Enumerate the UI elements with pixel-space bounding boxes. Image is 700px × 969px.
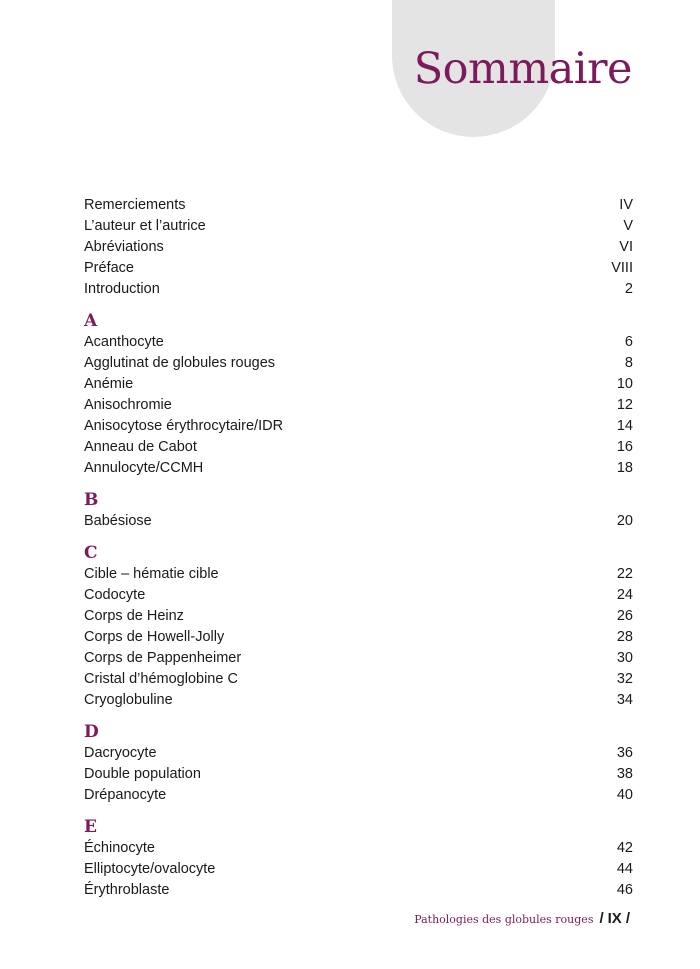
toc-entry[interactable] — [84, 880, 633, 901]
toc-entry-title: Anisochromie — [84, 397, 172, 413]
toc-section-letter: C — [84, 543, 98, 563]
toc-entry[interactable] — [84, 458, 633, 479]
toc-section-c — [84, 543, 633, 711]
toc-entry-title: Cristal d’hémoglobine C — [84, 671, 238, 687]
table-of-contents — [84, 195, 633, 912]
toc-entry-page: 38 — [616, 766, 633, 782]
toc-entry-title: Anémie — [84, 376, 134, 392]
toc-entry-title: Corps de Heinz — [84, 608, 184, 624]
toc-entry[interactable] — [84, 353, 633, 374]
toc-section-letter: D — [84, 722, 99, 742]
toc-entry-page: 30 — [616, 650, 633, 666]
toc-entry-page: 26 — [616, 608, 633, 624]
toc-entry-title: Annulocyte/CCMH — [84, 460, 204, 476]
toc-entry-title: Introduction — [84, 281, 160, 297]
toc-entry-page: 44 — [616, 861, 633, 877]
toc-entry[interactable] — [84, 764, 633, 785]
toc-entry-page: 2 — [624, 281, 633, 297]
footer-book-title: Pathologies des globules rouges — [414, 913, 594, 926]
toc-entry-title: Remerciements — [84, 197, 186, 213]
toc-entry[interactable] — [84, 859, 633, 880]
toc-entry-page: 40 — [616, 787, 633, 803]
toc-entry[interactable] — [84, 785, 633, 806]
toc-entry-title: Agglutinat de globules rouges — [84, 355, 276, 371]
toc-entry[interactable] — [84, 743, 633, 764]
toc-entry[interactable] — [84, 195, 633, 216]
toc-entry-title: Dacryocyte — [84, 745, 157, 761]
toc-section-e — [84, 817, 633, 901]
toc-entry[interactable] — [84, 258, 633, 279]
toc-entry-title: Elliptocyte/ovalocyte — [84, 861, 216, 877]
toc-entry-page: 20 — [616, 513, 633, 529]
page-footer — [414, 910, 630, 927]
toc-entry[interactable] — [84, 237, 633, 258]
toc-entry[interactable] — [84, 395, 633, 416]
toc-entry-page: IV — [619, 197, 633, 213]
footer-slash-left: / — [599, 910, 604, 927]
toc-entry-page: 46 — [616, 882, 633, 898]
toc-entry-page: 36 — [616, 745, 633, 761]
toc-entry-page: VIII — [611, 260, 633, 276]
toc-intro-section — [84, 195, 633, 300]
toc-entry-title: Babésiose — [84, 513, 152, 529]
toc-entry-page: 42 — [616, 840, 633, 856]
toc-section-a — [84, 311, 633, 479]
toc-entry-page: 16 — [616, 439, 633, 455]
toc-entry[interactable] — [84, 669, 633, 690]
toc-section-b — [84, 490, 633, 532]
toc-entry-page: 10 — [616, 376, 633, 392]
toc-entry-title: Préface — [84, 260, 134, 276]
toc-entry-page: 18 — [616, 460, 633, 476]
toc-entry-title: Cryoglobuline — [84, 692, 173, 708]
toc-entry-title: Anneau de Cabot — [84, 439, 197, 455]
toc-entry-page: 14 — [616, 418, 633, 434]
footer-slash-right: / — [625, 910, 630, 927]
toc-entry-title: Érythroblaste — [84, 882, 170, 898]
toc-entry-title: Échinocyte — [84, 840, 155, 856]
toc-section-letter: B — [84, 490, 99, 510]
toc-entry[interactable] — [84, 648, 633, 669]
toc-entry[interactable] — [84, 690, 633, 711]
toc-entry[interactable] — [84, 838, 633, 859]
toc-entry-page: VI — [619, 239, 633, 255]
toc-entry-title: Drépanocyte — [84, 787, 167, 803]
toc-entry-page: 24 — [616, 587, 633, 603]
toc-entry[interactable] — [84, 374, 633, 395]
toc-entry-page: 32 — [616, 671, 633, 687]
toc-entry-page: 8 — [624, 355, 633, 371]
toc-entry[interactable] — [84, 437, 633, 458]
toc-section-letter: E — [84, 817, 97, 837]
toc-entry-title: Corps de Pappenheimer — [84, 650, 242, 666]
toc-entry[interactable] — [84, 416, 633, 437]
footer-page-number: IX — [607, 910, 622, 927]
toc-entry-title: Corps de Howell-Jolly — [84, 629, 225, 645]
toc-entry[interactable] — [84, 564, 633, 585]
toc-entry-page: 12 — [616, 397, 633, 413]
toc-section-d — [84, 722, 633, 806]
toc-entry[interactable] — [84, 585, 633, 606]
toc-entry-page: 28 — [616, 629, 633, 645]
toc-entry-title: L’auteur et l’autrice — [84, 218, 206, 234]
toc-entry-page: V — [623, 218, 633, 234]
toc-entry-title: Cible – hématie cible — [84, 566, 219, 582]
toc-entry-title: Codocyte — [84, 587, 146, 603]
toc-section-letter: A — [84, 311, 98, 331]
toc-entry-title: Double population — [84, 766, 201, 782]
toc-entry-title: Abréviations — [84, 239, 164, 255]
toc-entry[interactable] — [84, 606, 633, 627]
toc-entry[interactable] — [84, 332, 633, 353]
page-title: Sommaire — [413, 44, 632, 94]
toc-entry-title: Anisocytose érythrocytaire/IDR — [84, 418, 284, 434]
toc-entry[interactable] — [84, 627, 633, 648]
toc-entry-page: 34 — [616, 692, 633, 708]
toc-entry-title: Acanthocyte — [84, 334, 164, 350]
toc-entry[interactable] — [84, 279, 633, 300]
toc-entry[interactable] — [84, 511, 633, 532]
toc-entry-page: 6 — [624, 334, 633, 350]
toc-entry[interactable] — [84, 216, 633, 237]
toc-entry-page: 22 — [616, 566, 633, 582]
